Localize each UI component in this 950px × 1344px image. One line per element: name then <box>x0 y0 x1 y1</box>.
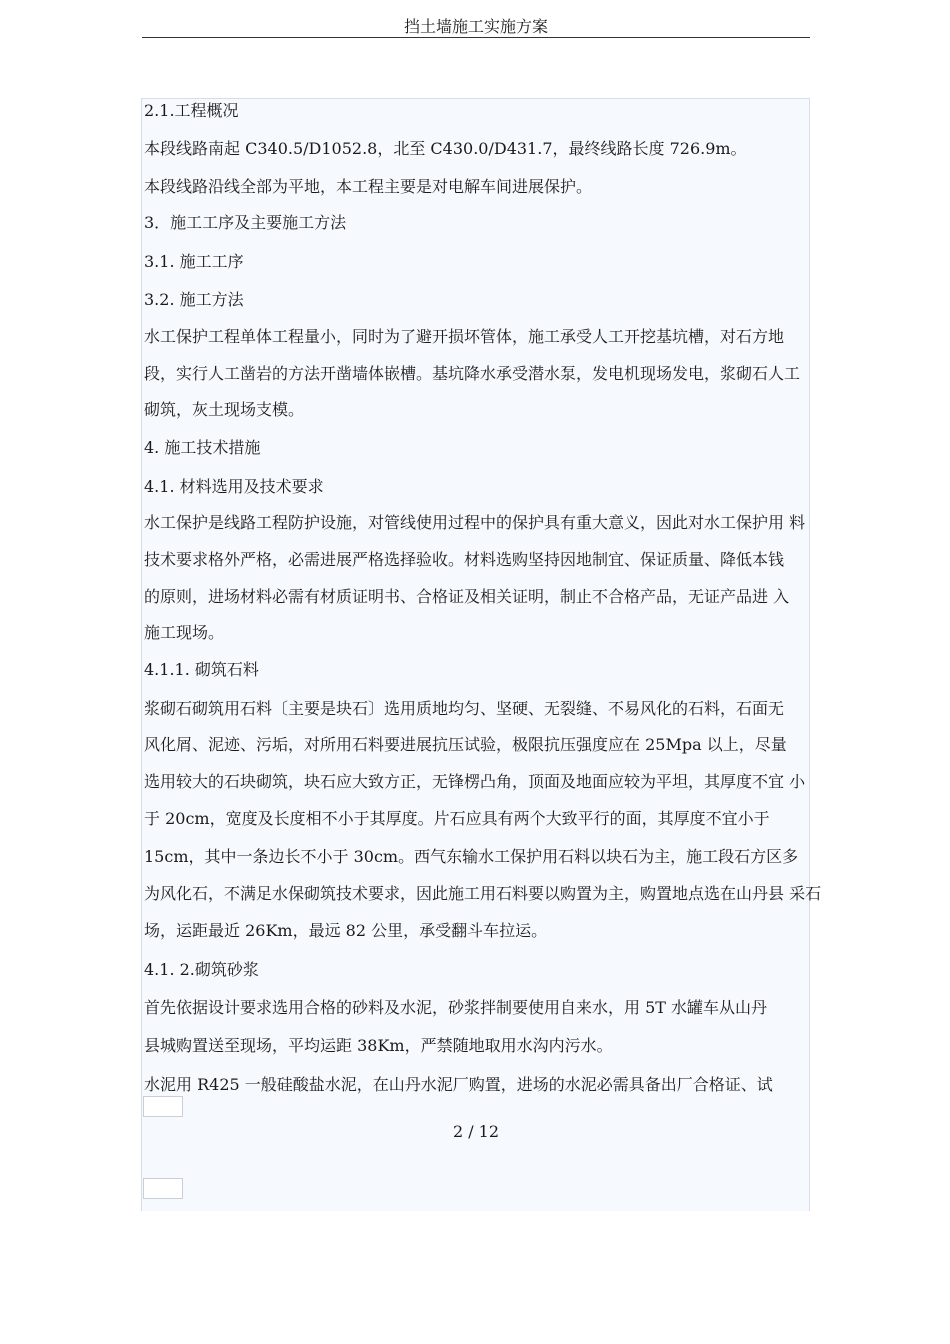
text-line: 于 20cm，宽度及长度相不小于其厚度。片石应具有两个大致平行的面，其厚度不宜小于 <box>144 809 770 828</box>
section-heading: 3.1. 施工工序 <box>144 252 244 271</box>
text-line: 浆砌石砌筑用石料〔主要是块石〕选用质地均匀、坚硬、无裂缝、不易风化的石料，石面无 <box>144 699 785 718</box>
text-line: 的原则，进场材料必需有材质证明书、合格证及相关证明，制止不合格产品，无证产品进 入 <box>144 587 790 606</box>
header-title: 挡土墙施工实施方案 <box>403 17 548 36</box>
text-line: 段，实行人工凿岩的方法开凿墙体嵌槽。基坑降水承受潜水泵，发电机现场发电，浆砌石人工 <box>144 364 801 383</box>
text-line: 为风化石，不满足水保砌筑技术要求，因此施工用石料要以购置为主，购置地点选在山丹县 采石 <box>144 884 822 903</box>
section-heading: 3．施工工序及主要施工方法 <box>144 213 347 232</box>
section-heading: 4. 施工技术措施 <box>144 438 261 457</box>
text-line: 水工保护是线路工程防护设施，对管线使用过程中的保护具有重大意义，因此对水工保护用 料 <box>144 513 806 532</box>
placeholder-box <box>143 1096 183 1117</box>
text-line: 选用较大的石块砌筑，块石应大致方正，无锋楞凸角，顶面及地面应较为平坦，其厚度不宜 小 <box>144 772 806 791</box>
text-line: 场，运距最近 26Km，最远 82 公里，承受翻斗车拉运。 <box>144 921 548 940</box>
text-line: 施工现场。 <box>144 623 225 642</box>
text-line: 首先依据设计要求选用合格的砂料及水泥，砂浆拌制要使用自来水，用 5T 水罐车从山丹 <box>144 998 768 1017</box>
section-heading: 4.1.1. 砌筑石料 <box>144 660 259 679</box>
text-line: 本段线路南起 C340.5/D1052.8，北至 C430.0/D431.7，最终线路长度 726.9m。 <box>144 139 747 158</box>
header-rule <box>142 37 810 38</box>
section-heading: 4.1. 2.砌筑砂浆 <box>144 960 259 979</box>
text-line: 水泥用 R425 一般硅酸盐水泥，在山丹水泥厂购置，进场的水泥必需具备出厂合格证、试 <box>144 1075 773 1094</box>
text-line: 风化屑、泥迹、污垢，对所用石料要进展抗压试验，极限抗压强度应在 25Mpa 以上，尽量 <box>144 735 787 754</box>
page-number: 2 / 12 <box>452 1122 500 1141</box>
text-line: 水工保护工程单体工程量小，同时为了避开损坏管体，施工承受人工开挖基坑槽，对石方地 <box>144 327 785 346</box>
placeholder-box <box>143 1178 183 1199</box>
section-heading: 2.1.工程概况 <box>144 101 239 120</box>
section-heading: 4.1. 材料选用及技术要求 <box>144 477 324 496</box>
text-line: 技术要求格外严格，必需进展严格选择验收。材料选购坚持因地制宜、保证质量、降低本钱 <box>144 550 785 569</box>
text-line: 本段线路沿线全部为平地，本工程主要是对电解车间进展保护。 <box>144 177 593 196</box>
section-heading: 3.2. 施工方法 <box>144 290 244 309</box>
text-line: 县城购置送至现场，平均运距 38Km，严禁随地取用水沟内污水。 <box>144 1036 613 1055</box>
text-line: 砌筑，灰土现场支模。 <box>144 400 305 419</box>
text-line: 15cm，其中一条边长不小于 30cm。西气东输水工保护用石料以块石为主，施工段石方区多 <box>144 847 799 866</box>
